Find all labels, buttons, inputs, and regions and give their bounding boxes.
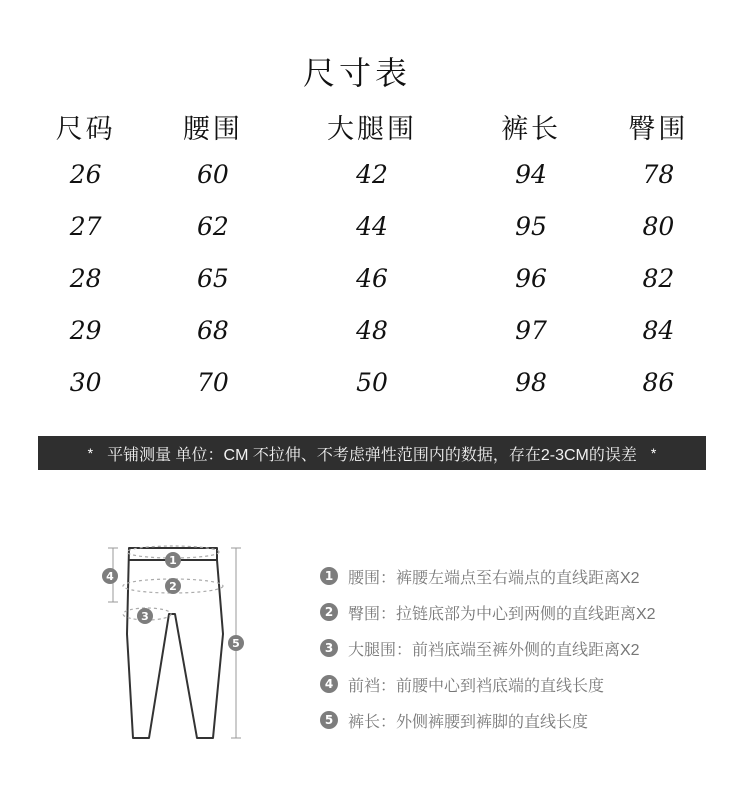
cell-waist: 60 [196,159,229,189]
pants-diagram [95,536,265,750]
cell-size: 27 [69,211,102,241]
size-table [22,104,722,408]
cell-waist: 70 [196,367,229,397]
legend-text: 臀围：拉链底部为中心到两侧的直线距离X2 [348,605,656,623]
table-row [22,148,722,200]
cell-size: 30 [69,367,102,397]
cell-thigh: 44 [356,211,388,241]
table-row [22,356,722,408]
cell-size: 28 [69,263,102,293]
header-length: 裤长 [501,113,562,145]
cell-thigh: 42 [356,159,388,189]
marker-3 [137,608,153,624]
cell-hip: 82 [642,263,675,293]
legend-number: 3 [320,639,338,657]
cell-thigh: 46 [356,263,388,293]
header-size: 尺码 [55,113,116,145]
cell-hip: 80 [642,211,675,241]
measurement-legend [320,558,656,738]
marker-2 [165,578,181,594]
pants-outline [127,548,223,738]
cell-length: 96 [515,263,547,293]
table-header-row [22,104,722,148]
page-title: 尺寸表 [302,54,411,92]
cell-size: 26 [69,159,102,189]
legend-number: 5 [320,711,338,729]
table-row [22,200,722,252]
cell-hip: 84 [642,315,675,345]
svg-text:5: 5 [232,637,240,650]
cell-length: 95 [515,211,547,241]
svg-text:4: 4 [106,570,114,583]
cell-hip: 78 [642,159,675,189]
cell-length: 94 [515,159,547,189]
legend-text: 前裆：前腰中心到裆底端的直线长度 [348,677,605,695]
legend-item [320,594,656,630]
legend-number: 2 [320,603,338,621]
legend-text: 裤长：外侧裤腰到裤脚的直线长度 [348,713,589,731]
header-hip: 臀围 [628,113,689,145]
svg-text:1: 1 [169,554,177,567]
legend-number: 4 [320,675,338,693]
cell-size: 29 [69,315,102,345]
cell-thigh: 50 [356,367,388,397]
marker-1 [165,552,181,568]
measurement-note-banner [38,436,706,470]
star-icon: * [87,445,94,461]
svg-text:3: 3 [141,610,149,623]
table-row [22,252,722,304]
legend-item [320,666,656,702]
header-thigh: 大腿围 [326,113,417,145]
legend-number: 1 [320,567,338,585]
legend-text: 大腿围：前裆底端至裤外侧的直线距离X2 [348,641,640,659]
legend-text: 腰围：裤腰左端点至右端点的直线距离X2 [348,569,640,587]
marker-4 [102,568,118,584]
svg-text:2: 2 [169,580,177,593]
cell-thigh: 48 [356,315,388,345]
cell-hip: 86 [642,367,675,397]
star-icon: * [650,445,657,461]
cell-length: 97 [515,315,547,345]
legend-item [320,558,656,594]
cell-waist: 68 [196,315,229,345]
marker-5 [228,635,244,651]
cell-waist: 65 [196,263,229,293]
cell-length: 98 [515,367,547,397]
legend-item [320,702,656,738]
legend-item [320,630,656,666]
header-waist: 腰围 [182,113,243,145]
cell-waist: 62 [196,211,229,241]
table-row [22,304,722,356]
measurement-note-text: 平铺测量 单位：CM 不拉伸、不考虑弹性范围内的数据，存在2-3CM的误差 [107,446,637,464]
